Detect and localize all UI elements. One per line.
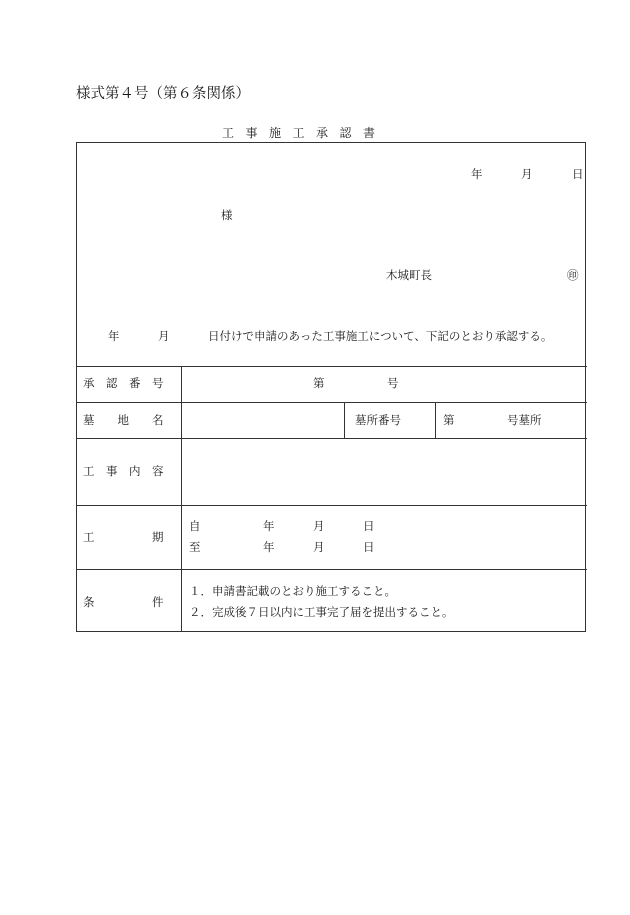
conditions-label: 条 件: [83, 595, 164, 609]
work-content-label: 工 事 内 容: [83, 464, 164, 478]
addressee-suffix: 様: [221, 208, 233, 222]
period-to-prefix: 至: [189, 540, 201, 554]
plot-number-label: 墓所番号: [355, 413, 401, 427]
divider: [77, 569, 587, 570]
period-from-prefix: 自: [189, 519, 201, 533]
column-divider: [435, 402, 436, 438]
divider: [77, 402, 587, 403]
period-from-year: 年: [263, 519, 275, 533]
period-from-day: 日: [363, 519, 375, 533]
document-title: 工事施工承認書: [222, 126, 387, 140]
approval-number-label: 承 認 番 号: [83, 376, 164, 390]
seal-mark: ㊞: [567, 268, 579, 282]
period-to-year: 年: [263, 540, 275, 554]
period-label: 工 期: [83, 530, 164, 544]
date-day-label: 日: [572, 167, 584, 181]
divider: [77, 505, 587, 506]
cemetery-name-label: 墓 地 名: [83, 413, 164, 427]
divider: [77, 366, 587, 367]
date-year-label: 年: [471, 167, 483, 181]
period-to-month: 月: [313, 540, 325, 554]
approval-month-label: 月: [158, 329, 170, 343]
column-divider: [344, 402, 345, 438]
plot-number-suffix: 号墓所: [507, 413, 542, 427]
form-number: 様式第４号（第６条関係）: [76, 86, 250, 102]
condition-item: １．申請書記載のとおり施工すること。: [189, 584, 396, 598]
column-divider: [181, 366, 182, 632]
approval-number-suffix: 号: [387, 376, 399, 390]
approval-sentence: 日付けで申請のあった工事施工について、下記のとおり承認する。: [208, 329, 553, 343]
condition-item: ２．完成後７日以内に工事完了届を提出すること。: [189, 605, 454, 619]
period-from-month: 月: [313, 519, 325, 533]
period-to-day: 日: [363, 540, 375, 554]
approval-year-label: 年: [108, 329, 120, 343]
issuer-title: 木城町長: [386, 268, 432, 282]
approval-number-prefix: 第: [313, 376, 325, 390]
form-frame: [76, 142, 586, 632]
date-month-label: 月: [521, 167, 533, 181]
divider: [77, 438, 587, 439]
plot-number-prefix: 第: [443, 413, 455, 427]
